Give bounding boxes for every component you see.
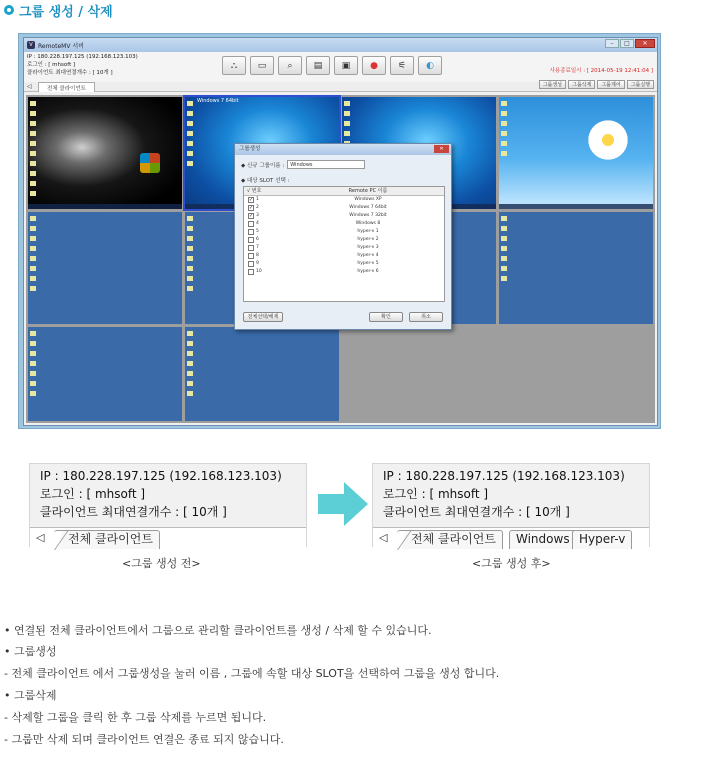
slot-number: 3 (256, 213, 259, 218)
window-controls (605, 39, 655, 48)
end-time-status: 사용종료일시 : [ 2014-05-19 12:41:04 ] (549, 68, 653, 74)
lan-icon[interactable]: ⚟ (390, 56, 414, 75)
group-buttons (539, 80, 654, 89)
before-panel (29, 463, 307, 547)
slot-row[interactable] (244, 220, 444, 228)
slot-pc-name: Windows XP (354, 197, 382, 202)
window-titlebar (24, 38, 657, 52)
screenshot-frame (18, 33, 661, 429)
slot-number: 5 (256, 229, 259, 234)
slot-checkbox[interactable] (248, 245, 254, 251)
tab-all-clients[interactable]: 전체 클라이언트 (38, 82, 95, 92)
windows-logo-icon (140, 153, 160, 173)
after-tab-bar (373, 527, 649, 548)
description-line: - 그룹만 삭제 되며 클라이언트 연결은 종료 되지 않습니다. (4, 733, 284, 746)
tab-scroll-left-icon[interactable]: ◁ (27, 83, 32, 90)
slot-pc-name: hyper-v 1 (357, 229, 379, 234)
slot-pc-name: hyper-v 4 (357, 253, 379, 258)
description-line: • 연결된 전체 클라이언트에서 그룹으로 관리할 클라이언트를 생성 / 삭제 할 수 있습니다. (4, 624, 432, 637)
description-line: - 삭제할 그룹을 클릭 한 후 그룹 삭제를 누르면 됩니다. (4, 711, 267, 724)
slot-select-label: ◆ 대상 SLOT 선택 : (241, 178, 290, 184)
ip-text: IP : 180.228.197.125 (192.168.123.103) (40, 469, 282, 483)
slot-number: 1 (256, 197, 259, 202)
slot-pc-name: Windows 8 (355, 221, 381, 226)
slot-number: 10 (256, 269, 262, 274)
slot-pc-name: hyper-v 6 (357, 269, 379, 274)
group-delete-button[interactable]: 그룹삭제 (568, 80, 595, 89)
tab-bar (24, 82, 657, 92)
app-icon: V (27, 41, 35, 49)
before-tab-bar (30, 527, 306, 548)
close-button[interactable]: ✕ (635, 39, 655, 48)
client-screen[interactable] (499, 212, 653, 324)
before-caption: <그룹 생성 전> (122, 557, 201, 570)
group-create-dialog (234, 143, 452, 330)
toolbar (24, 52, 657, 82)
tab-hyper-v[interactable]: Hyper-v (572, 530, 632, 549)
slot-col-pc-name: Remote PC 이름 (348, 188, 388, 194)
slot-pc-name: hyper-v 5 (357, 261, 379, 266)
minimize-button[interactable]: – (605, 39, 619, 48)
slot-pc-name: Windows 7 32bit (349, 213, 387, 218)
group-create-button[interactable]: 그룹생성 (539, 80, 566, 89)
slot-row[interactable] (244, 268, 444, 276)
tab-all-clients[interactable]: 전체 클라이언트 (397, 530, 503, 549)
dialog-title-text: 그룹생성 (239, 146, 261, 152)
maximize-button[interactable]: □ (620, 39, 634, 48)
slot-number: 8 (256, 253, 259, 258)
slot-checkbox[interactable] (248, 269, 254, 275)
window-icon[interactable]: ▤ (306, 56, 330, 75)
circle-bullet-icon (4, 5, 14, 15)
cancel-button[interactable]: 취소 (409, 312, 443, 322)
slot-checkbox[interactable]: ✓ (249, 205, 254, 211)
login-text: 로그인 : [ mhsoft ] (383, 487, 489, 501)
connection-info (27, 53, 138, 77)
slot-row[interactable] (244, 212, 444, 220)
slot-row[interactable] (244, 236, 444, 244)
before-info (40, 467, 282, 521)
monitor-icon[interactable]: ▭ (250, 56, 274, 75)
slot-checkbox[interactable]: ✓ (249, 213, 254, 219)
group-control-button[interactable]: 그룹제어 (597, 80, 624, 89)
slot-row[interactable] (244, 260, 444, 268)
slot-number: 6 (256, 237, 259, 242)
select-all-button[interactable]: 전체선택/해제 (243, 312, 283, 322)
client-screen[interactable] (185, 327, 339, 421)
group-name-label: ◆ 신규 그룹이름 : (241, 162, 285, 169)
network-icon[interactable]: ⛬ (222, 56, 246, 75)
section-title-text: 그룹 생성 / 삭제 (19, 4, 113, 20)
group-name-row (241, 160, 365, 169)
section-title (4, 0, 113, 20)
slot-table-header (244, 187, 444, 196)
tool-icons (222, 56, 442, 75)
save-icon[interactable]: ▣ (334, 56, 358, 75)
dialog-title (235, 144, 451, 155)
client-screen[interactable] (28, 327, 182, 421)
window-title: RemoteMV 서버 (38, 42, 84, 50)
slot-checkbox[interactable] (248, 253, 254, 259)
slot-row[interactable] (244, 252, 444, 260)
slot-checkbox[interactable] (248, 237, 254, 243)
max-clients-text: 클라이언트 최대연결개수 : [ 10개 ] (383, 505, 570, 519)
dialog-close-button[interactable]: ✕ (434, 145, 449, 153)
description-line: • 그룹삭제 (4, 689, 57, 702)
description-line: - 전체 클라이언트 에서 그룹생성을 눌러 이름 , 그룹에 속할 대상 SLOT을 선택하여 그룹을 생성 합니다. (4, 667, 500, 680)
tab-scroll-left-icon[interactable]: ◁ (379, 531, 388, 544)
slot-row[interactable] (244, 204, 444, 212)
slot-checkbox[interactable] (248, 229, 254, 235)
slot-col-number: √ 번호 (247, 188, 262, 194)
tab-windows[interactable]: Windows (509, 530, 577, 549)
group-name-input[interactable]: Windows (287, 160, 365, 169)
flower-wallpaper (585, 117, 631, 163)
group-run-button[interactable]: 그룹실행 (627, 80, 654, 89)
login-text: 로그인 : [ mhsoft ] (27, 62, 76, 68)
after-info (383, 467, 625, 521)
client-screen[interactable] (499, 97, 653, 209)
slot-checkbox[interactable]: ✓ (249, 197, 254, 203)
tab-scroll-left-icon[interactable]: ◁ (36, 531, 45, 544)
login-text: 로그인 : [ mhsoft ] (40, 487, 146, 501)
remotemv-window (23, 37, 658, 426)
moon-icon[interactable]: ◐ (418, 56, 442, 75)
description-line: • 그룹생성 (4, 645, 57, 658)
slot-checkbox[interactable] (248, 221, 254, 227)
client-screen[interactable] (28, 97, 182, 209)
after-panel (372, 463, 650, 547)
after-caption: <그룹 생성 후> (472, 557, 551, 570)
ok-button[interactable]: 확인 (369, 312, 403, 322)
tab-all-clients[interactable]: 전체 클라이언트 (54, 530, 160, 549)
client-screen[interactable] (28, 212, 182, 324)
slot-rows (244, 196, 444, 276)
ip-text: IP : 180.228.197.125 (192.168.123.103) (27, 54, 138, 60)
max-clients-text: 클라이언트 최대연결개수 : [ 10개 ] (27, 70, 113, 76)
slot-pc-name: Windows 7 64bit (349, 205, 387, 210)
power-icon[interactable]: ● (362, 56, 386, 75)
slot-pc-name: hyper-v 3 (357, 245, 379, 250)
slot-number: 7 (256, 245, 259, 250)
slot-row[interactable] (244, 196, 444, 204)
client-screen-label: Windows 7 64bit (197, 98, 239, 104)
slot-number: 9 (256, 261, 259, 266)
slot-row[interactable] (244, 228, 444, 236)
arrow-right-icon (318, 482, 368, 526)
slot-pc-name: hyper-v 2 (357, 237, 379, 242)
slot-checkbox[interactable] (248, 261, 254, 267)
slot-table (243, 186, 445, 302)
slot-number: 2 (256, 205, 259, 210)
max-clients-text: 클라이언트 최대연결개수 : [ 10개 ] (40, 505, 227, 519)
ip-text: IP : 180.228.197.125 (192.168.123.103) (383, 469, 625, 483)
slot-row[interactable] (244, 244, 444, 252)
search-icon[interactable]: ⌕ (278, 56, 302, 75)
slot-number: 4 (256, 221, 259, 226)
